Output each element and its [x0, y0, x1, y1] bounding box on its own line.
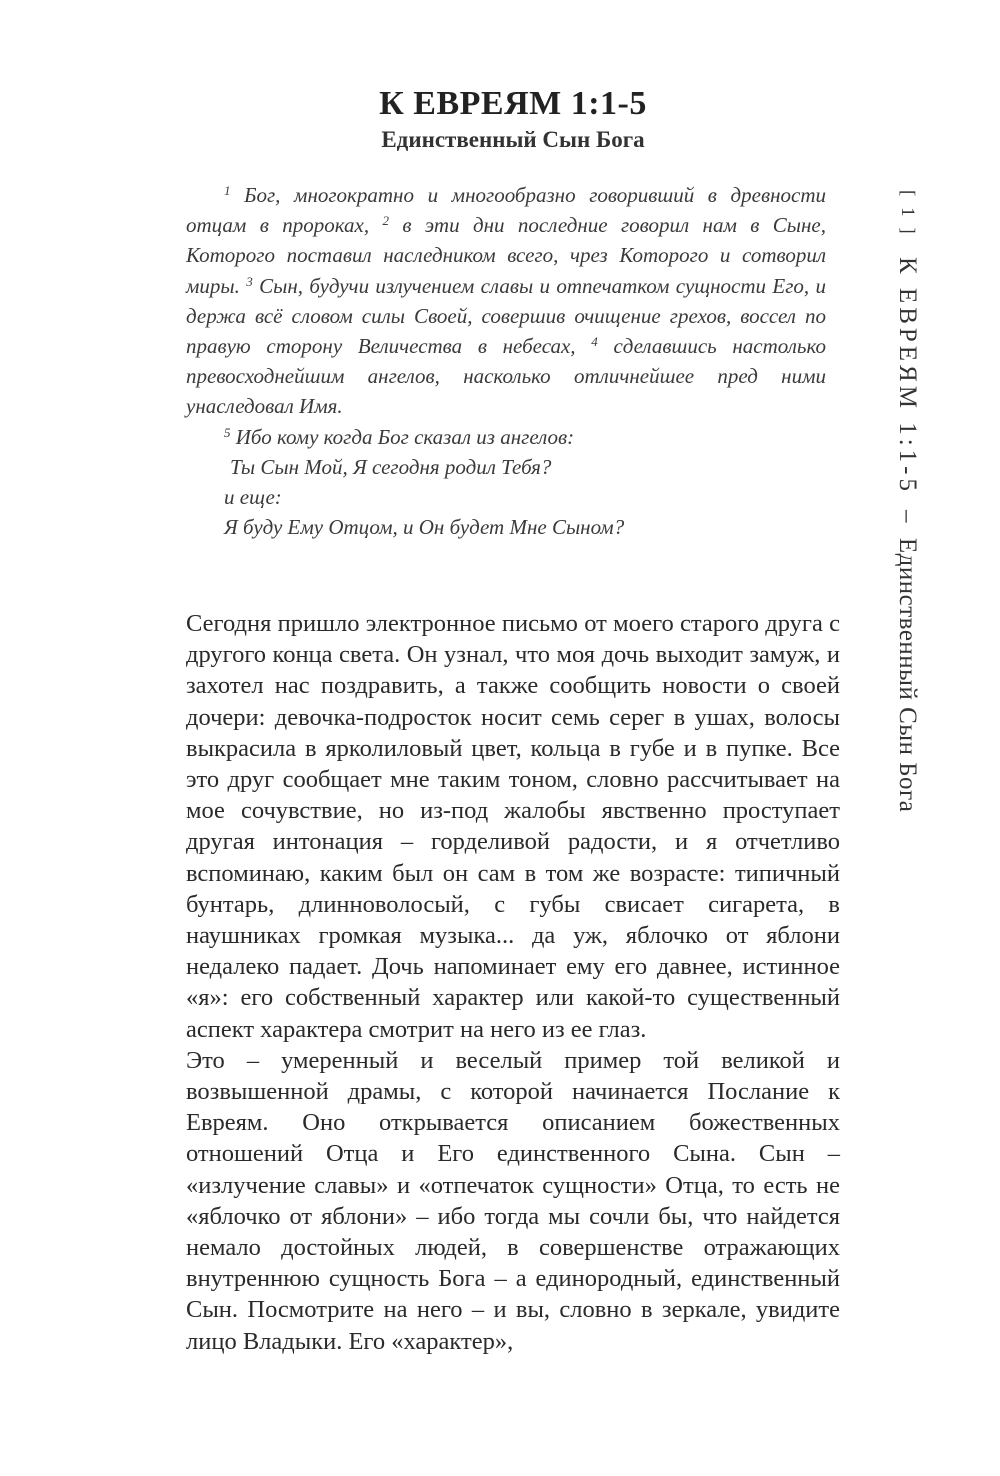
- scripture-quote-link: и еще:: [224, 485, 282, 510]
- running-header-subtitle: Единственный Сын Бога: [894, 537, 921, 813]
- scripture-quote: Ты Сын Мой, Я сегодня родил Тебя?: [230, 454, 552, 479]
- verse-number: 3: [246, 273, 253, 289]
- verse-text: в эти дни последние говорил нам в Сыне, Которого поставил наследником всего, чрез Которого и сотворил миры.: [186, 213, 827, 298]
- scripture-paragraph: [186, 180, 826, 422]
- verse-number: 2: [382, 213, 390, 229]
- running-header: [893, 190, 921, 812]
- running-header-separator: –: [894, 510, 921, 524]
- chapter-title: К ЕВРЕЯМ 1:1-5: [379, 85, 647, 122]
- body-paragraph: Это – умеренный и веселый пример той великой и возвышенной драмы, с которой начинается Послание к Евреям. Оно открывается описанием божественных отношений Отца и Его единственного Сына. Сын – «излучение славы» и «отпечаток сущности» Отца, то есть не «яблочко от яблони» – ибо тогда мы сочли бы, что найдется немало достойных людей, в совершенстве отражающих внутреннюю сущность Бога – а единородный, единственный Сын. Посмотрите на него – и вы, словно в зеркале, увидите лицо Владыки. Его «характер»,: [186, 1046, 840, 1355]
- page-number: [ 1 ]: [897, 190, 918, 237]
- verse-number: 1: [224, 183, 231, 198]
- verse-text: Сын, будучи излучением славы и отпечатком сущности Его, и держа всё словом силы Своей, совершив очищение грехов, воссел по правую сторону Величества в небесах,: [186, 273, 826, 359]
- scripture-passage: [186, 180, 826, 542]
- scripture-quote: Я буду Ему Отцом, и Он будет Мне Сыном?: [224, 515, 625, 540]
- chapter-subtitle: Единственный Сын Бога: [381, 127, 645, 152]
- verse-number: 5: [224, 424, 231, 440]
- verse-text: сделавшись настолько превосходнейшим ангелов, насколько отличнейшее пред ними унаследовал Имя.: [186, 334, 826, 419]
- commentary-body: [186, 608, 840, 1357]
- verse-text: Бог, многократно и многообразно говоривший в древности отцам в пророках,: [186, 183, 826, 238]
- scripture-paragraph: [186, 422, 826, 452]
- running-header-title: К ЕВРЕЯМ 1:1-5: [894, 257, 921, 496]
- verse-text: Ибо кому когда Бог сказал из ангелов:: [230, 424, 575, 449]
- body-paragraph: Сегодня пришло электронное письмо от моего старого друга с другого конца света. Он узнал, что моя дочь выходит замуж, и захотел нас поздравить, а также сообщить новости о своей дочери: девочка-подросток носит семь серег в ушах, волосы выкрасила в ярколиловый цвет, кольца в губе и в пупке. Все это друг сообщает мне таким тоном, словно рассчитывает на мое сочувствие, но из-под жалобы явственно проступает другая интонация – горделивой радости, и я отчетливо вспоминаю, каким был он сам в том же возрасте: типичный бунтарь, длинноволосый, с губы свисает сигарета, в наушниках громкая музыка... да уж, яблочко от яблони недалеко падает. Дочь напоминает ему его давнее, истинное «я»: его собственный характер или какой-то существенный аспект характера смотрит на него из ее глаз.: [186, 610, 840, 1043]
- verse-number: 4: [591, 334, 598, 350]
